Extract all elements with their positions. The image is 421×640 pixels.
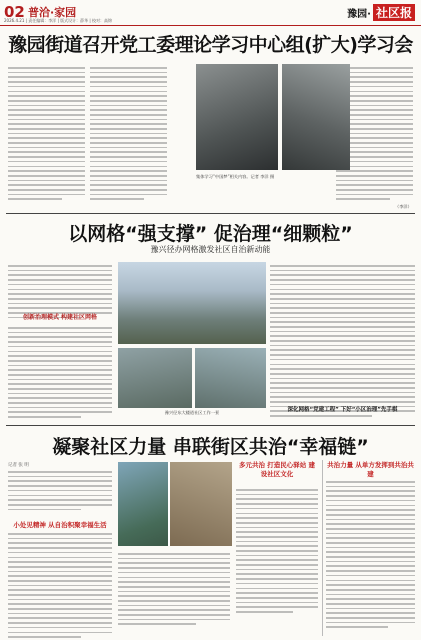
- article3-headline: 凝聚社区力量 串联街区共治“幸福链”: [52, 436, 369, 458]
- article1-caption: 集体学习“中国梦”相关内容。记者 李洋 摄: [196, 174, 275, 179]
- article3-byline: 记者 张 明: [8, 463, 29, 468]
- brand-left: 豫园·: [347, 9, 371, 20]
- article1-headline: 豫园街道召开党工委理论学习中心组(扩大)学习会: [8, 34, 413, 56]
- article2-subhead-1: 创新治理模式 构建社区网格: [22, 314, 98, 321]
- brand-right: 社区报: [373, 4, 415, 21]
- article3-col-3: [236, 486, 318, 613]
- article2-col-3: [270, 262, 415, 417]
- article2-subheadline: 豫兴径办网格激发社区自治新动能: [150, 245, 271, 254]
- page-header: [0, 0, 421, 26]
- article3-subhead-3: 共治力量 从单方发挥到共治共建: [327, 461, 414, 478]
- section-divider-1: [6, 213, 415, 214]
- article2-photo-main: [118, 262, 266, 344]
- section-title: 普洽·家园: [28, 6, 77, 19]
- article2-photo-bottom-left: [118, 348, 192, 408]
- article3-subhead-1: 小处见精神 从自治积聚幸福生活: [13, 521, 107, 529]
- article3-col-4: [326, 478, 415, 628]
- article3-subhead-2: 多元共治 打造民心驿站 建设社区文化: [238, 461, 316, 478]
- article3-col-1b: [8, 530, 112, 638]
- article3-photo-right: [168, 462, 232, 546]
- section-divider-2: [6, 425, 415, 426]
- article1-photo-right: [282, 64, 350, 170]
- article2-caption: 豫兴径东大楼道社区工作一景: [164, 410, 220, 415]
- article2-headline: 以网格“强支撑” 促治理“细颗粒”: [68, 223, 353, 245]
- brand-logo: [347, 2, 415, 21]
- page-number: 02: [4, 3, 25, 21]
- article2-col-1: [8, 262, 112, 318]
- article3-col-1: [8, 468, 112, 510]
- column-rule: [322, 460, 323, 636]
- article1-col-1: [8, 64, 85, 212]
- article1-col-2: [90, 64, 167, 212]
- article2-photo-bottom-right: [195, 348, 266, 408]
- article2-col-1b: [8, 324, 112, 418]
- article3-col-2: [118, 550, 230, 625]
- article1-photo-left: [196, 64, 278, 170]
- header-rule: [0, 25, 421, 26]
- article2-quote: 深化网格“党建工程” 下好“小区治理”先手棋: [287, 407, 398, 413]
- article1-end-note: （李洋）: [395, 204, 412, 209]
- edition-meta: 2026.4.21 | 责任编辑：李洋 | 版式设计：薛华 | 校对：高锦: [4, 18, 113, 23]
